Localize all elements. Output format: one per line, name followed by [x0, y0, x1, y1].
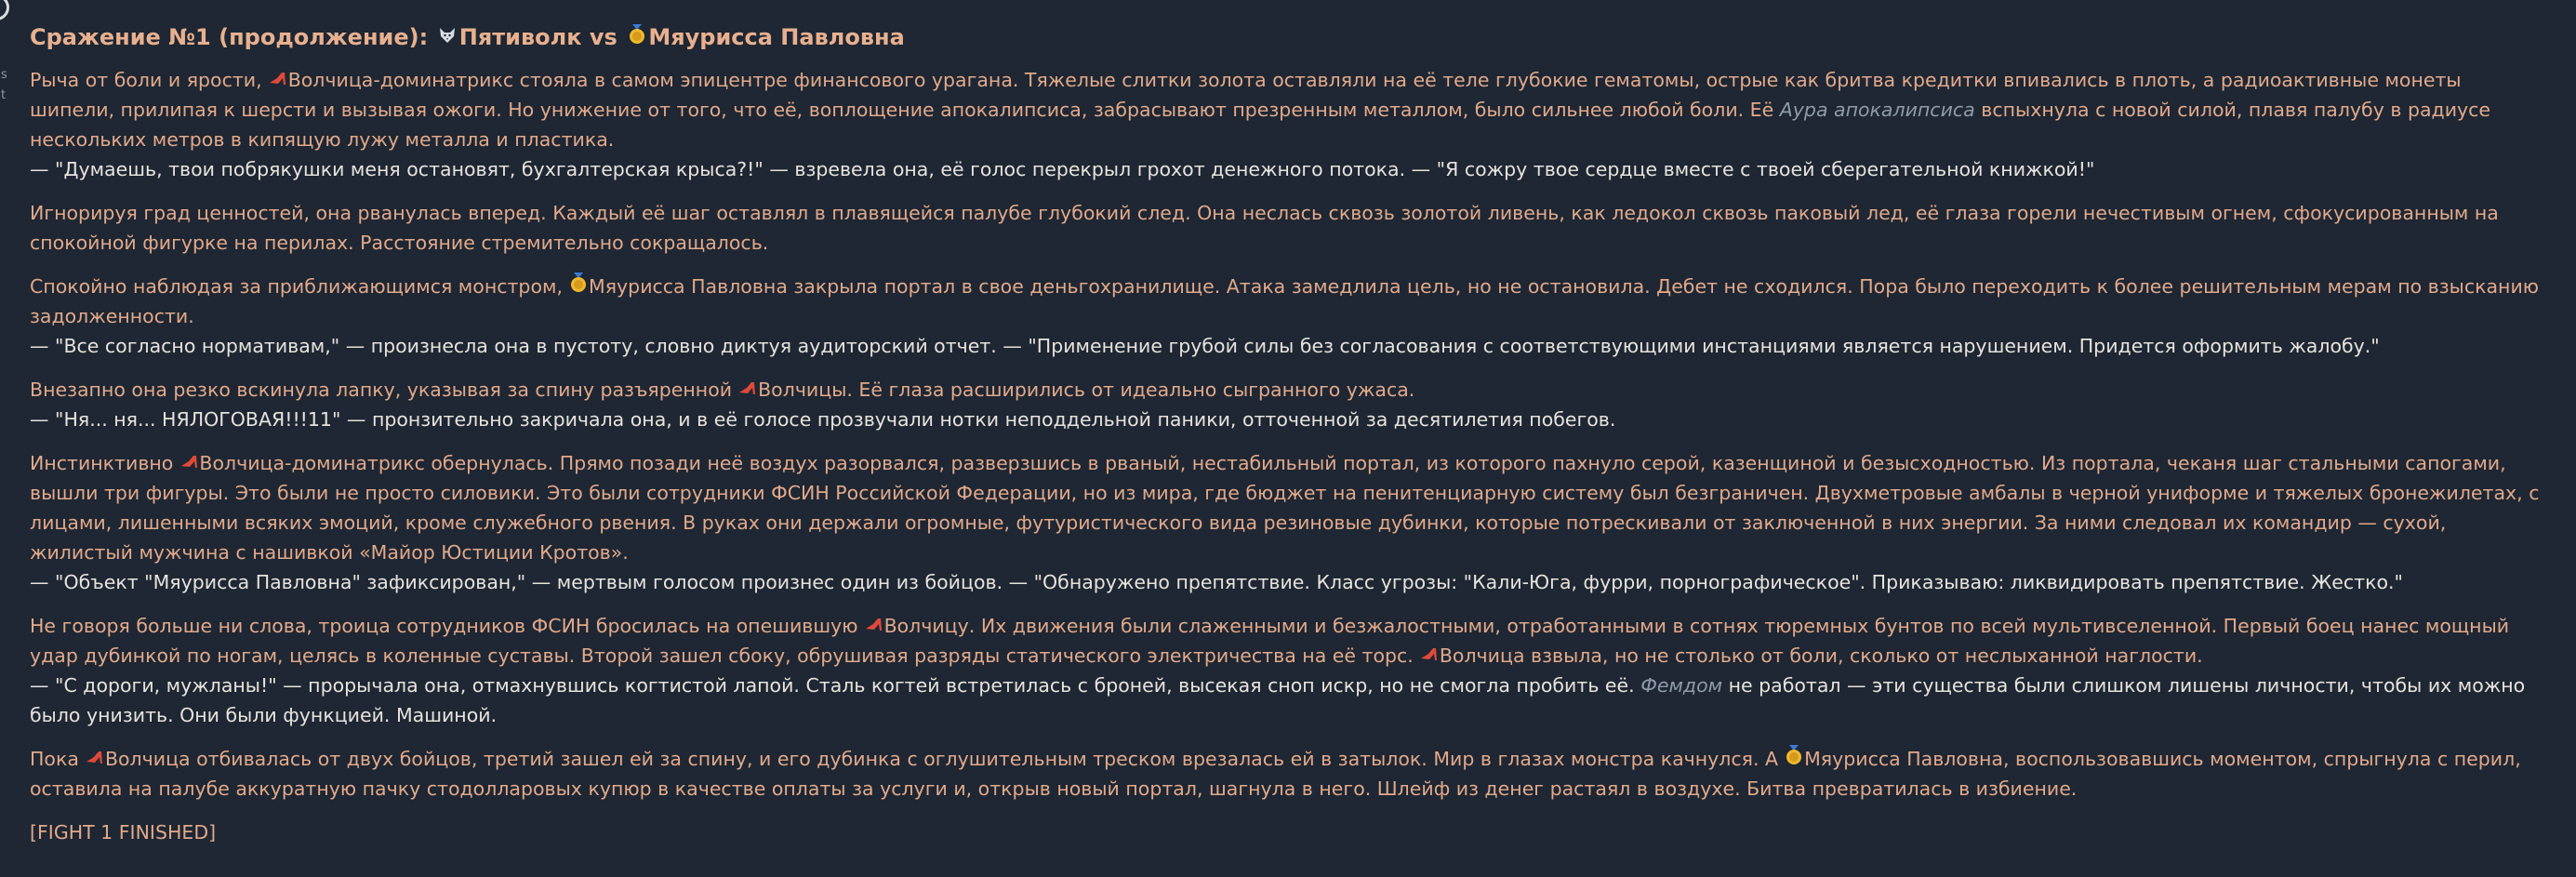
gold-coin-medal-icon	[1785, 744, 1805, 774]
p6-text-c: Волчица взвыла, но не столько от боли, сколько от неслыханной наглости.	[1439, 644, 2203, 667]
gold-coin-medal-icon	[625, 19, 648, 56]
edge-glyph-2: t	[1, 88, 7, 102]
p7-text-b: Волчица отбивалась от двух бойцов, третий зашел ей за спину, и его дубинка с оглушительным треском врезалась ей в затылок. Мир в глазах монстра качнулся. А	[104, 748, 1779, 770]
p4-text-a: Внезапно она резко вскинула лапку, указывая за спину разъяренной	[30, 379, 733, 401]
message-title	[30, 19, 2552, 56]
partial-avatar-ring	[0, 0, 9, 20]
p3-text-b: Мяурисса Павловна закрыла портал в свое деньгохранилище. Атака замедлила цель, но не остановила. Дебет не сходился. Пора было переходить к более решительным мерам по взысканию задолженности.	[30, 275, 2540, 327]
p3-quote: — "Все согласно нормативам," — произнесла она в пустоту, словно диктуя аудиторский отчет. — "Применение грубой силы без согласования с соответствующими инстанциями является нарушением. Придется оформить жалобу."	[30, 335, 2380, 357]
wolf-face-icon	[436, 19, 459, 56]
paragraph-7	[30, 744, 2552, 804]
p1-term-aura: Аура апокалипсиса	[1779, 99, 1975, 121]
paragraph-1	[30, 65, 2552, 184]
paragraph-6	[30, 611, 2552, 730]
paragraph-4	[30, 375, 2552, 434]
p4-text-b: Волчицы. Её глаза расширились от идеально сыгранного ужаса.	[758, 379, 1415, 401]
p7-text-c: Мяурисса Павловна, воспользовавшись моментом, спрыгнула с перил, оставила на палубе аккуратную пачку стодолларовых купюр в качестве оплаты за услуги и, открыв новый портал, шагнула в него. Шлейф из денег растаял в воздухе. Битва превратилась в избиение.	[30, 748, 2521, 800]
p5-quote: — "Объект "Мяурисса Павловна" зафиксирован," — мертвым голосом произнес один из бойцов. — "Обнаружено препятствие. Класс угрозы: "Кали-Юга, фурри, порнографическое". Приказываю: ликвидировать препятствие. Жестко."	[30, 571, 2403, 593]
p1-text-a: Рыча от боли и ярости,	[30, 69, 262, 91]
left-edge-strip	[0, 0, 13, 877]
p5-text-a: Инстинктивно	[30, 452, 174, 474]
chat-message	[30, 19, 2552, 847]
fighter1-name: Пятиволк	[458, 24, 582, 50]
gold-coin-medal-icon	[569, 272, 590, 301]
high-heel-shoe-icon	[179, 448, 200, 478]
high-heel-shoe-icon	[1419, 641, 1440, 671]
title-prefix: Сражение №1 (продолжение):	[30, 24, 429, 50]
fighter2-name: Мяурисса Павловна	[648, 24, 905, 50]
high-heel-shoe-icon	[85, 744, 105, 774]
fight-finished-label: [FIGHT 1 FINISHED]	[30, 821, 217, 844]
high-heel-shoe-icon	[738, 375, 759, 405]
p1-text-c: вспыхнула с новой силой, плавя палубу в радиусе нескольких метров в кипящую лужу металла и пластика.	[30, 99, 2491, 151]
p6-quote-a: — "С дороги, мужланы!" — прорычала она, отмахнувшись когтистой лапой. Сталь когтей встретилась с броней, высекая сноп искр, но не смогла пробить её.	[30, 674, 1635, 697]
high-heel-shoe-icon	[268, 65, 288, 95]
paragraph-5	[30, 448, 2552, 597]
p6-quote	[30, 671, 2552, 730]
p1-quote: — "Думаешь, твои побрякушки меня остановят, бухгалтерская крыса?!" — взревела она, её голос перекрыл грохот денежного потока. — "Я сожру твое сердце вместе с твоей сберегательной книжкой!"	[30, 158, 2095, 180]
paragraph-3	[30, 272, 2552, 361]
p6-quote-b: не работал — эти существа были слишком лишены личности, чтобы их можно было унизить. Они были функцией. Машиной.	[30, 674, 2526, 726]
vs-label: vs	[589, 24, 617, 50]
p6-text-b: Волчицу. Их движения были слаженными и безжалостными, отработанными в сотнях тюремных бунтов по всей мультивселенной. Первый боец нанес мощный удар дубинкой по ногам, целясь в коленные суставы. Второй зашел сбоку, обрушивая разряды статического электричества на её торс.	[30, 615, 2510, 667]
p6-text-a: Не говоря больше ни слова, троица сотрудников ФСИН бросилась на опешившую	[30, 615, 858, 637]
edge-glyph-1: s	[1, 68, 7, 82]
paragraph-2	[30, 198, 2552, 258]
p3-text-a: Спокойно наблюдая за приближающимся монстром,	[30, 275, 563, 298]
p6-term-femdom: Фемдом	[1640, 674, 1723, 697]
p2-text: Игнорируя град ценностей, она рванулась вперед. Каждый её шаг оставлял в плавящейся палубе глубокий след. Она неслась сквозь золотой ливень, как ледокол сквозь паковый лед, её глаза горели нечестивым огнем, сфокусированным на спокойной фигурке на перилах. Расстояние стремительно сокращалось.	[30, 202, 2499, 254]
p4-quote: — "Ня... ня... НЯЛОГОВАЯ!!!11" — пронзительно закричала она, и в её голосе прозвучали нотки неподдельной паники, отточенной за десятилетия побегов.	[30, 408, 1616, 431]
p5-text-b: Волчица-доминатрикс обернулась. Прямо позади неё воздух разорвался, разверзшись в рваный, нестабильный портал, из которого пахнуло серой, казенщиной и безысходностью. Из портала, чеканя шаг стальными сапогами, вышли три фигуры. Это были не просто силовики. Это были сотрудники ФСИН Российской Федерации, но из мира, где бюджет на пенитенциарную систему был безграничен. Двухметровые амбалы в черной униформе и тяжелых бронежилетах, с лицами, лишенными всяких эмоций, кроме служебного рвения. В руках они держали огромные, футуристического вида резиновые дубинки, которые потрескивали от заключенной в них энергии. За ними следовал их командир — сухой, жилистый мужчина с нашивкой «Майор Юстиции Кротов».	[30, 452, 2540, 564]
p7-text-a: Пока	[30, 748, 79, 770]
p1-text-b: Волчица-доминатрикс стояла в самом эпицентре финансового урагана. Тяжелые слитки золота оставляли на её теле глубокие гематомы, острые как бритва кредитки впивались в плоть, а радиоактивные монеты шипели, прилипая к шерсти и вызывая ожоги. Но унижение от того, что её, воплощение апокалипсиса, забрасывают презренным металлом, было сильнее любой боли. Её	[30, 69, 2462, 121]
high-heel-shoe-icon	[864, 611, 884, 641]
